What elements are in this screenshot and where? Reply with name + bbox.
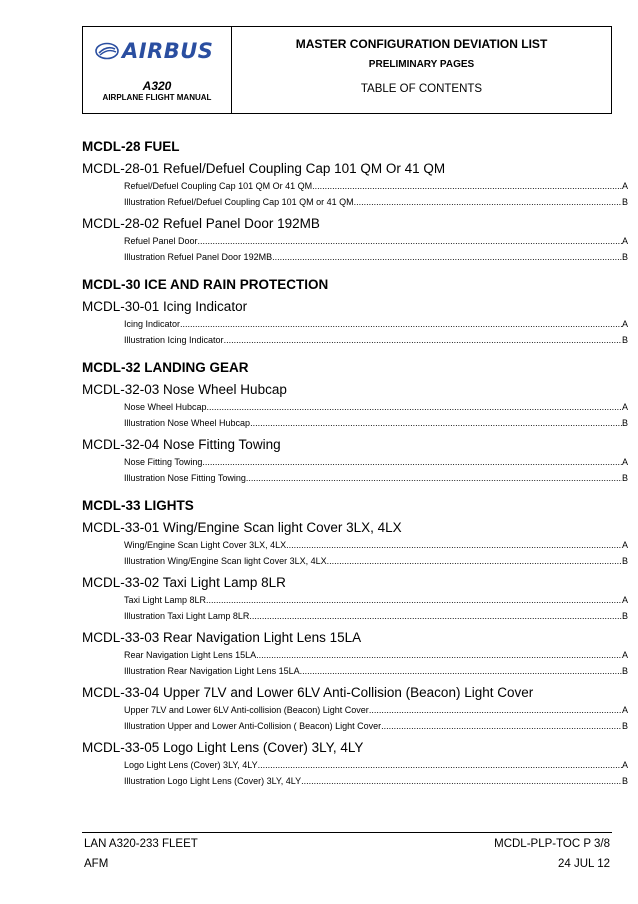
section-heading: MCDL-33-02 Taxi Light Lamp 8LR <box>82 575 286 590</box>
dot-leader <box>354 195 622 211</box>
toc-entry-title: Illustration Nose Fitting Towing <box>124 472 246 483</box>
toc-entry[interactable] <box>82 250 628 266</box>
toc-entry[interactable] <box>82 758 628 774</box>
logo-box <box>83 27 232 113</box>
toc-entry-ref: A <box>621 319 628 329</box>
toc-entry-ref: B <box>621 472 628 483</box>
toc-entry-title: Taxi Light Lamp 8LR <box>124 595 207 605</box>
dot-leader <box>312 179 622 195</box>
page-header <box>82 26 612 114</box>
toc-entry[interactable] <box>82 538 628 554</box>
toc-entry-ref: B <box>621 610 628 621</box>
airbus-logo-icon <box>95 42 119 60</box>
toc-entry-ref: A <box>621 760 628 770</box>
chapter-heading: MCDL-33 LIGHTS <box>82 498 194 513</box>
toc-entry-title: Illustration Wing/Engine Scan light Cover 3LX, 4LX <box>124 555 327 566</box>
toc-entry[interactable] <box>82 703 628 719</box>
brand-name: AIRBUS <box>122 39 214 63</box>
toc-entry-ref: B <box>621 417 628 428</box>
toc-entry-ref: B <box>621 775 628 786</box>
toc-entry-ref: A <box>621 402 628 412</box>
manual-name: AIRPLANE FLIGHT MANUAL <box>102 93 212 102</box>
table-of-contents <box>82 137 628 789</box>
title-box <box>232 27 611 113</box>
dot-leader <box>180 317 622 333</box>
chapter-heading: MCDL-30 ICE AND RAIN PROTECTION <box>82 277 329 292</box>
section-heading: MCDL-33-04 Upper 7LV and Lower 6LV Anti-Collision (Beacon) Light Cover <box>82 685 534 700</box>
toc-entry[interactable] <box>82 455 628 471</box>
dot-leader <box>250 416 622 432</box>
toc-entry-ref: A <box>621 540 628 550</box>
section-heading: MCDL-32-04 Nose Fitting Towing <box>82 437 281 452</box>
toc-entry[interactable] <box>82 234 628 250</box>
toc-entry-title: Logo Light Lens (Cover) 3LY, 4LY <box>124 760 258 770</box>
toc-entry-ref: B <box>621 555 628 566</box>
toc-entry[interactable] <box>82 554 628 570</box>
page-type: TABLE OF CONTENTS <box>360 83 483 95</box>
toc-entry-ref: A <box>621 650 628 660</box>
chapter-heading: MCDL-28 FUEL <box>82 139 180 154</box>
chapter-heading: MCDL-32 LANDING GEAR <box>82 360 249 375</box>
dot-leader <box>327 554 622 570</box>
toc-entry[interactable] <box>82 400 628 416</box>
toc-entry[interactable] <box>82 179 628 195</box>
dot-leader <box>207 400 622 416</box>
toc-entry[interactable] <box>82 333 628 349</box>
toc-entry-ref: A <box>621 236 628 246</box>
section-heading: MCDL-32-03 Nose Wheel Hubcap <box>82 382 287 397</box>
toc-entry[interactable] <box>82 774 628 790</box>
dot-leader <box>249 609 622 625</box>
footer-row-1 <box>84 838 610 850</box>
dot-leader <box>206 593 622 609</box>
toc-entry-ref: B <box>621 196 628 207</box>
footer-doc: AFM <box>84 858 109 870</box>
dot-leader <box>369 703 622 719</box>
toc-entry-title: Icing Indicator <box>124 319 181 329</box>
toc-entry-ref: A <box>621 181 628 191</box>
section-heading: MCDL-33-05 Logo Light Lens (Cover) 3LY, 4LY <box>82 740 364 755</box>
toc-entry-title: Rear Navigation Light Lens 15LA <box>124 650 257 660</box>
footer-divider <box>82 832 612 833</box>
toc-entry-title: Illustration Refuel Panel Door 192MB <box>124 251 273 262</box>
dot-leader <box>202 455 622 471</box>
section-heading: MCDL-28-01 Refuel/Defuel Coupling Cap 101 QM Or 41 QM <box>82 161 446 176</box>
document-title: MASTER CONFIGURATION DEVIATION LIST <box>295 37 548 51</box>
toc-entry-title: Wing/Engine Scan Light Cover 3LX, 4LX <box>124 540 287 550</box>
section-heading: MCDL-33-01 Wing/Engine Scan light Cover 3LX, 4LX <box>82 520 402 535</box>
toc-entry[interactable] <box>82 648 628 664</box>
toc-entry-title: Refuel/Defuel Coupling Cap 101 QM Or 41 QM <box>124 181 313 191</box>
section-heading: MCDL-30-01 Icing Indicator <box>82 299 248 314</box>
toc-entry[interactable] <box>82 609 628 625</box>
dot-leader <box>246 471 622 487</box>
dot-leader <box>198 234 622 250</box>
toc-entry-ref: B <box>621 720 628 731</box>
toc-entry-title: Nose Fitting Towing <box>124 457 203 467</box>
toc-entry[interactable] <box>82 593 628 609</box>
dot-leader <box>300 664 622 680</box>
toc-entry[interactable] <box>82 719 628 735</box>
footer-page-ref: MCDL-PLP-TOC P 3/8 <box>494 838 610 850</box>
footer-fleet: LAN A320-233 FLEET <box>84 838 198 850</box>
toc-entry-title: Nose Wheel Hubcap <box>124 402 207 412</box>
dot-leader <box>258 758 622 774</box>
toc-entry-title: Illustration Logo Light Lens (Cover) 3LY, 4LY <box>124 775 302 786</box>
toc-entry-title: Illustration Icing Indicator <box>124 334 224 345</box>
dot-leader <box>301 774 622 790</box>
toc-entry-ref: B <box>621 665 628 676</box>
toc-entry[interactable] <box>82 317 628 333</box>
toc-entry[interactable] <box>82 471 628 487</box>
dot-leader <box>381 719 622 735</box>
toc-entry-title: Illustration Nose Wheel Hubcap <box>124 417 251 428</box>
section-heading: MCDL-33-03 Rear Navigation Light Lens 15LA <box>82 630 362 645</box>
toc-entry[interactable] <box>82 195 628 211</box>
dot-leader <box>256 648 622 664</box>
toc-entry-title: Illustration Upper and Lower Anti-Collision ( Beacon) Light Cover <box>124 720 382 731</box>
toc-entry-title: Refuel Panel Door <box>124 236 198 246</box>
toc-entry-title: Illustration Rear Navigation Light Lens 15LA <box>124 665 300 676</box>
toc-entry-title: Upper 7LV and Lower 6LV Anti-collision (Beacon) Light Cover <box>124 705 369 715</box>
toc-entry-ref: A <box>621 595 628 605</box>
dot-leader <box>272 250 622 266</box>
dot-leader <box>286 538 622 554</box>
airbus-logo <box>95 39 213 63</box>
toc-entry[interactable] <box>82 664 628 680</box>
footer-row-2 <box>84 858 610 870</box>
toc-entry-ref: B <box>621 251 628 262</box>
toc-entry[interactable] <box>82 416 628 432</box>
section-heading: MCDL-28-02 Refuel Panel Door 192MB <box>82 216 320 231</box>
toc-entry-ref: A <box>621 705 628 715</box>
dot-leader <box>224 333 622 349</box>
footer-date: 24 JUL 12 <box>558 858 610 870</box>
document-subtitle: PRELIMINARY PAGES <box>368 59 475 70</box>
toc-entry-title: Illustration Taxi Light Lamp 8LR <box>124 610 250 621</box>
toc-entry-ref: A <box>621 457 628 467</box>
toc-entry-title: Illustration Refuel/Defuel Coupling Cap 101 QM or 41 QM <box>124 196 354 207</box>
toc-entry-ref: B <box>621 334 628 345</box>
aircraft-model: A320 <box>142 79 172 93</box>
